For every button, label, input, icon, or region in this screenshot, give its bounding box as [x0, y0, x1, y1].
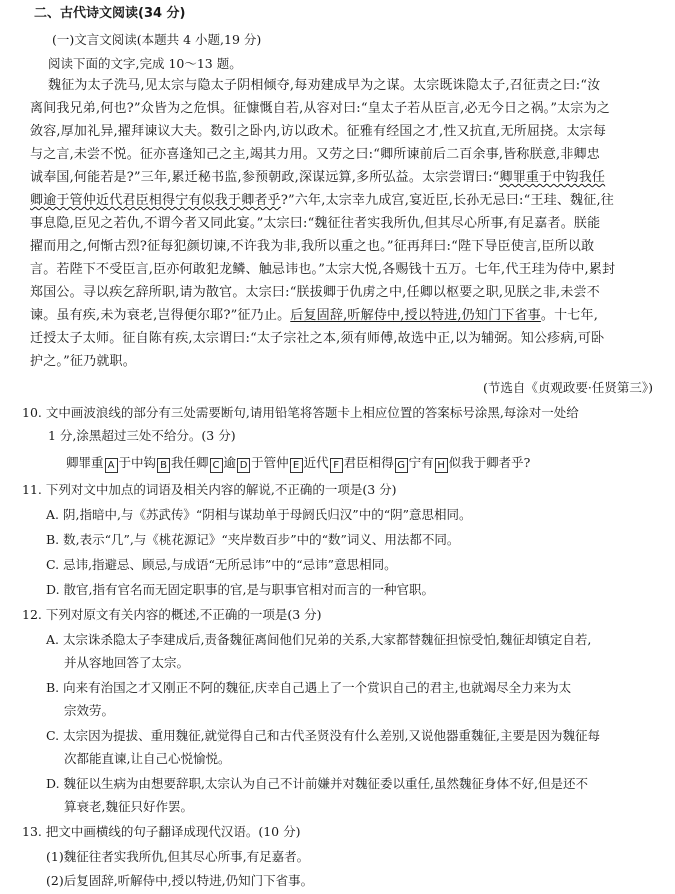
option-b[interactable]: B. 向来有治国之才又刚正不阿的魏征,庆幸自己遇上了一个赏识自己的君主,也就竭尽全力来为太: [46, 680, 572, 695]
instruction-text: 阅读下面的文字,完成 10～13 题。: [48, 56, 242, 71]
passage-line: 离间我兄弟,何也?”众皆为之危惧。征慷慨自若,从容对曰:“皇太子若从臣言,必无今日之祸。”太宗为之: [30, 101, 610, 116]
option-b[interactable]: B. 数,表示“几”,与《桃花源记》“夹岸数百步”中的“数”词义、用法都不同。: [46, 532, 460, 547]
answer-box-a[interactable]: A: [105, 458, 118, 473]
passage-text: 诚奉国,何能若是?”三年,累迁秘书监,参预朝政,深谋远算,多所弘益。太宗尝谓曰:“: [30, 170, 500, 185]
answer-box-e[interactable]: E: [290, 458, 303, 473]
passage-line: [30, 308, 598, 324]
translation-sentence-2: (2)后复固辞,听解侍中,授以特进,仍知门下省事。: [46, 873, 314, 888]
answer-box-b[interactable]: B: [157, 458, 170, 473]
segment-text: 于管仲: [251, 455, 289, 470]
passage-text: 谏。虽有疾,未为衰老,岂得便尔耶?”征乃止。: [30, 308, 291, 323]
segment-text: 似我于卿者乎?: [448, 455, 531, 470]
option-d[interactable]: D. 魏征以生病为由想要辞职,太宗认为自己不计前嫌并对魏征委以重任,虽然魏征身体不好,但是还不: [46, 776, 588, 791]
passage-line: 擢而用之,何惭古烈?征每犯颜切谏,不许我为非,我所以重之也。”征再拜曰:“陛下导臣使言,臣所以敢: [30, 239, 595, 254]
passage-line: 魏征为太子洗马,见太宗与隐太子阴相倾夺,每劝建成早为之谋。太宗既诛隐太子,召征责之曰:“汝: [48, 78, 601, 93]
segment-text: 宁有: [408, 455, 434, 470]
passage-line: [30, 193, 614, 209]
option-d-cont[interactable]: 算衰老,魏征只好作罢。: [64, 799, 193, 814]
passage-line: 郑国公。寻以疾乞辞所职,请为散官。太宗曰:“朕拔卿于仇虏之中,任卿以枢要之职,见朕之非,未尝不: [30, 285, 600, 300]
wavy-underlined-text: 卿罪重于中钩我任: [499, 170, 606, 185]
answer-box-d[interactable]: D: [237, 458, 250, 473]
underlined-text: 后复固辞,听解侍中,授以特进,仍知门下省事: [290, 308, 541, 323]
passage-text: ?”六年,太宗幸九成宫,宴近臣,长孙无忌曰:“王珪、魏征,往: [280, 193, 614, 208]
passage-line: 与之言,未尝不悦。征亦喜逢知己之主,竭其力用。又劳之曰:“卿所谏前后二百余事,皆称朕意,非卿忠: [30, 147, 600, 162]
answer-box-f[interactable]: F: [330, 458, 343, 473]
question-10-segments: [66, 455, 530, 473]
question-10-stem: 10. 文中画波浪线的部分有三处需要断句,请用铅笔将答题卡上相应位置的答案标号涂黑,每涂对一处给: [22, 405, 579, 420]
segment-text: 近代: [303, 455, 329, 470]
option-b-cont[interactable]: 宗效劳。: [64, 703, 115, 718]
passage-line: 护之。”征乃就职。: [30, 354, 136, 369]
section-title: 二、古代诗文阅读(34 分): [34, 6, 186, 21]
question-13-stem: 13. 把文中画横线的句子翻译成现代汉语。(10 分): [22, 824, 301, 839]
segment-text: 于中钩: [118, 455, 157, 470]
passage-line: 事息隐,臣见之若仇,不谓今者又同此宴。”太宗曰:“魏征往者实我所仇,但其尽心所事,有足嘉者。朕能: [30, 216, 601, 231]
passage-text: 。十七年,: [540, 308, 599, 323]
option-a-cont[interactable]: 并从容地回答了太宗。: [64, 655, 190, 670]
option-a[interactable]: A. 阴,指暗中,与《苏武传》“阴相与谋劫单于母阏氏归汉”中的“阴”意思相同。: [46, 507, 472, 522]
question-11-stem: 11. 下列对文中加点的词语及相关内容的解说,不正确的一项是(3 分): [22, 482, 397, 497]
passage-line: 敛容,厚加礼异,擢拜谏议大夫。数引之卧内,访以政术。征雅有经国之才,性又抗直,无所屈挠。太宗每: [30, 124, 607, 139]
answer-box-g[interactable]: G: [395, 458, 408, 473]
option-d[interactable]: D. 散官,指有官名而无固定职事的官,是与职事官相对而言的一种官职。: [46, 582, 434, 597]
segment-text: 卿罪重: [66, 455, 104, 470]
answer-box-c[interactable]: C: [210, 458, 223, 473]
option-c[interactable]: C. 太宗因为提拔、重用魏征,就觉得自己和古代圣贤没有什么差别,又说他器重魏征,主要是因为魏征每: [46, 728, 600, 743]
segment-text: 我任卿: [171, 455, 209, 470]
question-10-stem: 1 分,涂黑超过三处不给分。(3 分): [48, 428, 236, 443]
passage-line: 言。若陛下不受臣言,臣亦何敢犯龙鳞、触忌讳也。”太宗大悦,各赐钱十五万。七年,代王珪为侍中,累封: [30, 262, 616, 277]
option-c-cont[interactable]: 次都能直谏,让自己心悦愉悦。: [64, 751, 231, 766]
option-a[interactable]: A. 太宗诛杀隐太子李建成后,责备魏征离间他们兄弟的关系,大家都替魏征担惊受怕,魏征却镇定自若,: [46, 632, 592, 647]
answer-box-h[interactable]: H: [435, 458, 448, 473]
segment-text: 逾: [223, 455, 237, 470]
question-12-stem: 12. 下列对原文有关内容的概述,不正确的一项是(3 分): [22, 607, 322, 622]
passage-line: [30, 170, 605, 186]
wavy-underlined-text: 卿逾于管仲近代君臣相得宁有似我于卿者乎: [30, 193, 281, 208]
option-c[interactable]: C. 忌讳,指避忌、顾忌,与成语“无所忌讳”中的“忌讳”意思相同。: [46, 557, 397, 572]
translation-sentence-1: (1)魏征往者实我所仇,但其尽心所事,有足嘉者。: [46, 849, 310, 864]
subsection-title: (一)文言文阅读(本题共 4 小题,19 分): [52, 32, 262, 47]
passage-line: 迁授太子太师。征自陈有疾,太宗谓曰:“太子宗社之本,须有师傅,故选中正,以为辅弼。知公疹病,可卧: [30, 331, 605, 346]
source-citation: (节选自《贞观政要·任贤第三》): [483, 380, 653, 395]
segment-text: 君臣相得: [343, 455, 394, 470]
